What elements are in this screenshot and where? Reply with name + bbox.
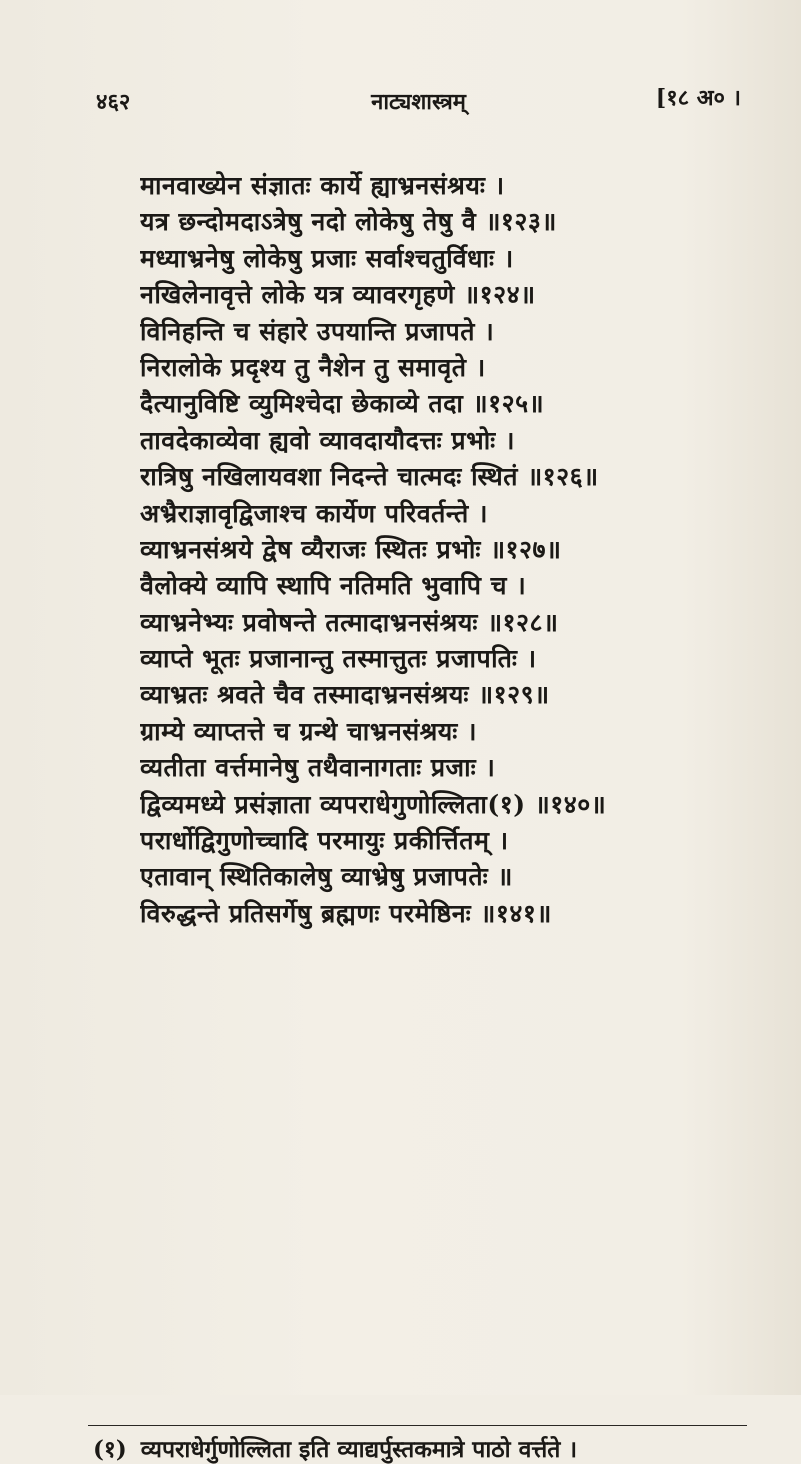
- footnote-number: (१): [93, 1436, 127, 1463]
- footnote-divider: [88, 1425, 747, 1426]
- verse-line: परार्धोद्विगुणोच्चादि परमायुः प्रकीर्त्तितम् ।: [140, 826, 509, 856]
- verse-line: विनिहन्ति च संहारे उपयान्ति प्रजापते ।: [140, 316, 495, 346]
- footnote: [93, 1432, 741, 1464]
- verse-line: यत्र छन्दोमदाऽत्रेषु नदो लोकेषु तेषु वै ॥१२३॥: [140, 207, 557, 237]
- page-header: [96, 82, 741, 118]
- verse-line: व्याप्ते भूतः प्रजानान्तु तस्मात्तुतः प्रजापतिः ।: [140, 644, 537, 674]
- verse-line: अभ्रैराज्ञावृद्विजाश्च कार्येण परिवर्तन्ते ।: [140, 498, 488, 528]
- verse-line: ग्राम्ये व्याप्तत्ते च ग्रन्थे चाभ्रनसंश्रयः ।: [140, 716, 478, 746]
- footnote-text: व्यपराधेर्गुणोल्लिता इति व्याद्यर्पुस्तकमात्रे पाठो वर्त्तते ।: [140, 1436, 578, 1463]
- verse-line: एतावान् स्थितिकालेषु व्याभ्रेषु प्रजापतेः ॥: [140, 862, 513, 892]
- page-number: ४६२: [96, 89, 131, 115]
- verse-line: वैलोक्ये व्यापि स्थापि नतिमति भुवापि च ।: [140, 571, 527, 601]
- verse-line: व्याभ्रनेभ्यः प्रवोषन्ते तत्मादाभ्रनसंश्रयः ॥१२८॥: [140, 607, 559, 637]
- verse-line: मध्याभ्रनेषु लोकेषु प्रजाः सर्वाश्चतुर्विधाः ।: [140, 243, 514, 273]
- verse-line: दैत्यानुविष्टि व्युमिश्चेदा छेकाव्ये तदा ॥१२५॥: [140, 389, 545, 419]
- verse-line: मानवाख्येन संज्ञातः कार्ये ह्याभ्रनसंश्रयः ।: [140, 171, 505, 200]
- verse-line: तावदेकाव्येवा ह्यवो व्यावदायौदत्तः प्रभोः ।: [140, 425, 515, 455]
- verse-block: [140, 168, 730, 932]
- verse-line: निरालोके प्रदृश्य तु नैशेन तु समावृते ।: [140, 352, 486, 382]
- running-title: नाट्यशास्त्रम्: [371, 89, 466, 115]
- verse-line: व्याभ्रतः श्रवते चैव तस्मादाभ्रनसंश्रयः ॥१२९॥: [140, 680, 550, 710]
- chapter-reference: [१८ अ० ।: [655, 85, 741, 111]
- verse-line: व्यतीता वर्त्तमानेषु तथैवानागताः प्रजाः ।: [140, 753, 496, 783]
- verse-line: व्याभ्रनसंश्रये द्वेष व्यैराजः स्थितः प्रभोः ॥१२७॥: [140, 534, 562, 564]
- verse-line: विरुद्धन्ते प्रतिसर्गेषु ब्रह्मणः परमेष्ठिनः ॥१४१॥: [140, 898, 552, 928]
- verse-line: द्विव्यमध्ये प्रसंज्ञाता व्यपराधेगुणोल्लिता(१) ॥१४०॥: [140, 789, 607, 819]
- verse-line: नखिलेनावृत्ते लोके यत्र व्यावरगृहणे ॥१२४॥: [140, 280, 536, 310]
- verse-line: रात्रिषु नखिलायवशा निदन्ते चात्मदः स्थितं ॥१२६॥: [140, 462, 599, 492]
